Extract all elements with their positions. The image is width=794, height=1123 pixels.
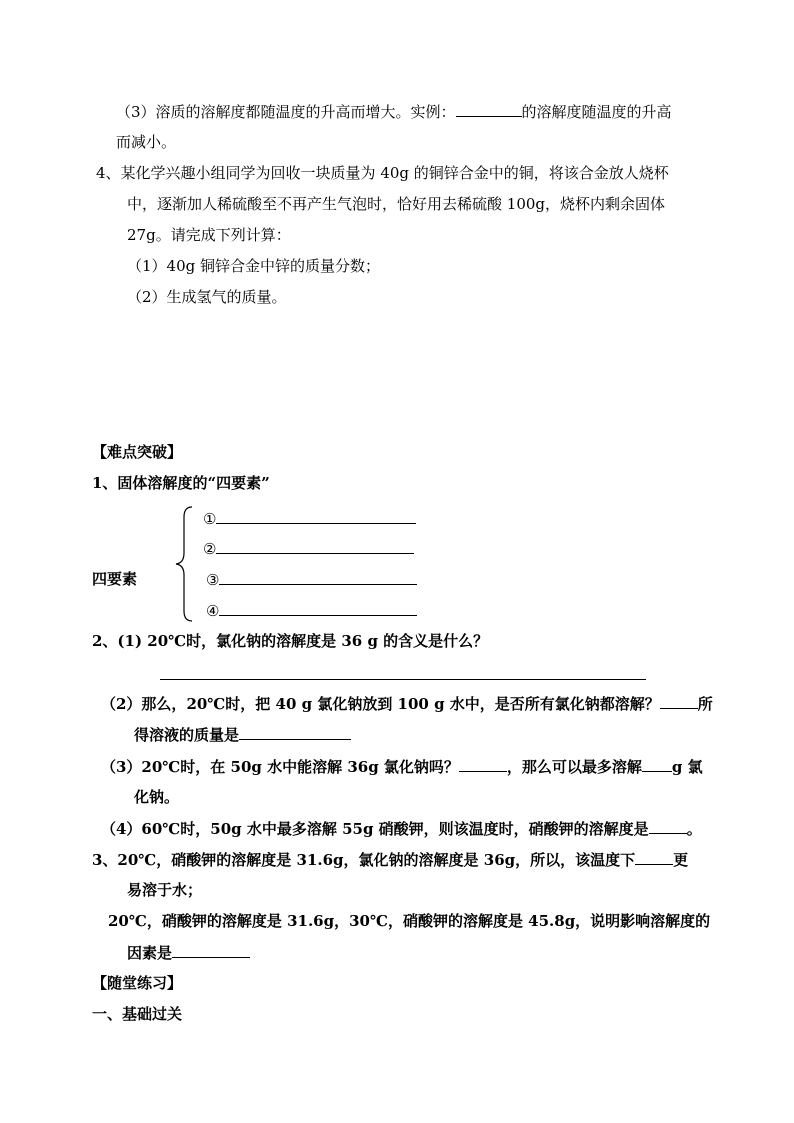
answer-blank[interactable] bbox=[649, 818, 687, 834]
q2-3-text-c: g 氯 bbox=[671, 758, 703, 776]
factor-item-3 bbox=[206, 569, 417, 590]
answer-blank[interactable] bbox=[642, 756, 672, 772]
answer-blank[interactable] bbox=[219, 569, 417, 585]
answer-blank[interactable] bbox=[172, 942, 250, 958]
answer-blank[interactable] bbox=[456, 101, 522, 117]
answer-blank[interactable] bbox=[219, 600, 417, 616]
q2-3-text-a: （3）20℃时，在 50g 水中能溶解 36g 氯化钠吗？ bbox=[101, 758, 459, 776]
factor-item-2 bbox=[203, 538, 414, 559]
factor-item-4 bbox=[206, 600, 417, 621]
q3-text-d: 因素是 bbox=[127, 944, 173, 962]
q3-text-a: （3）溶质的溶解度都随温度的升高而增大。实例： bbox=[116, 103, 456, 121]
answer-blank[interactable] bbox=[216, 538, 414, 554]
answer-blank[interactable] bbox=[660, 693, 698, 709]
answer-blank[interactable] bbox=[635, 849, 673, 865]
item-marker: ④ bbox=[206, 602, 220, 620]
q2-part-2-line-1 bbox=[101, 693, 713, 714]
q2-part-4 bbox=[101, 818, 702, 839]
q2-part-2-line-2 bbox=[134, 724, 351, 745]
q3-text-1b: 更 bbox=[673, 851, 689, 869]
q2-part-1: 2、(1) 20℃时，氯化钠的溶解度是 36 g 的含义是什么？ bbox=[92, 632, 489, 650]
item-marker: ① bbox=[203, 510, 217, 528]
factor-item-1 bbox=[203, 508, 416, 529]
section-heading-practice: 【随堂练习】 bbox=[92, 974, 183, 992]
q3-line-1 bbox=[116, 101, 672, 122]
q1-title: 1、固体溶解度的“四要素” bbox=[92, 474, 270, 492]
q2-2-text-a: （2）那么，20℃时，把 40 g 氯化钠放到 100 g 水中，是否所有氯化钠都溶解？ bbox=[101, 695, 660, 713]
q3-text-b: 的溶解度随温度的升高 bbox=[521, 103, 672, 121]
q2-part-3-line-2: 化钠。 bbox=[134, 788, 180, 806]
section-heading-breakthrough: 【难点突破】 bbox=[92, 443, 183, 461]
q4-line-2: 中，逐渐加人稀硫酸至不再产生气泡时，恰好用去稀硫酸 100g，烧杯内剩余固体 bbox=[127, 195, 666, 213]
brace-icon bbox=[174, 505, 194, 623]
q4-line-3: 27g。请完成下列计算： bbox=[127, 226, 291, 244]
answer-line[interactable] bbox=[160, 679, 646, 680]
answer-blank[interactable] bbox=[239, 724, 351, 740]
practice-subheading: 一、基础过关 bbox=[92, 1005, 183, 1023]
q3-line-d bbox=[127, 942, 250, 963]
answer-blank[interactable] bbox=[459, 756, 507, 772]
q4-sub-2: （2）生成氢气的质量。 bbox=[127, 288, 287, 306]
q3-line-b: 易溶于水； bbox=[127, 881, 203, 899]
q4-line-1: 4、某化学兴趣小组同学为回收一块质量为 40g 的铜锌合金中的铜，将该合金放人烧杯 bbox=[96, 164, 669, 182]
item-marker: ② bbox=[203, 540, 217, 558]
q2-part-3-line-1 bbox=[101, 756, 703, 777]
q3-text-1a: 3、20℃，硝酸钾的溶解度是 31.6g，氯化钠的溶解度是 36g，所以，该温度下 bbox=[92, 851, 636, 869]
q3-line-2: 而减小。 bbox=[116, 133, 177, 151]
item-marker: ③ bbox=[206, 571, 220, 589]
q2-2-text-c: 得溶液的质量是 bbox=[134, 726, 240, 744]
q2-3-text-b: ，那么可以最多溶解 bbox=[506, 758, 642, 776]
q2-2-text-b: 所 bbox=[697, 695, 713, 713]
q2-4-text-b: 。 bbox=[686, 820, 702, 838]
q4-sub-1: （1）40g 铜锌合金中锌的质量分数； bbox=[127, 257, 381, 275]
q3-line-c: 20℃，硝酸钾的溶解度是 31.6g，30℃，硝酸钾的溶解度是 45.8g，说明影响溶解度的 bbox=[108, 912, 711, 930]
group-label: 四要素 bbox=[92, 570, 138, 588]
answer-blank[interactable] bbox=[216, 508, 416, 524]
q3-line-a bbox=[92, 849, 688, 870]
q2-4-text-a: （4）60℃时，50g 水中最多溶解 55g 硝酸钾，则该温度时，硝酸钾的溶解度是 bbox=[101, 820, 649, 838]
